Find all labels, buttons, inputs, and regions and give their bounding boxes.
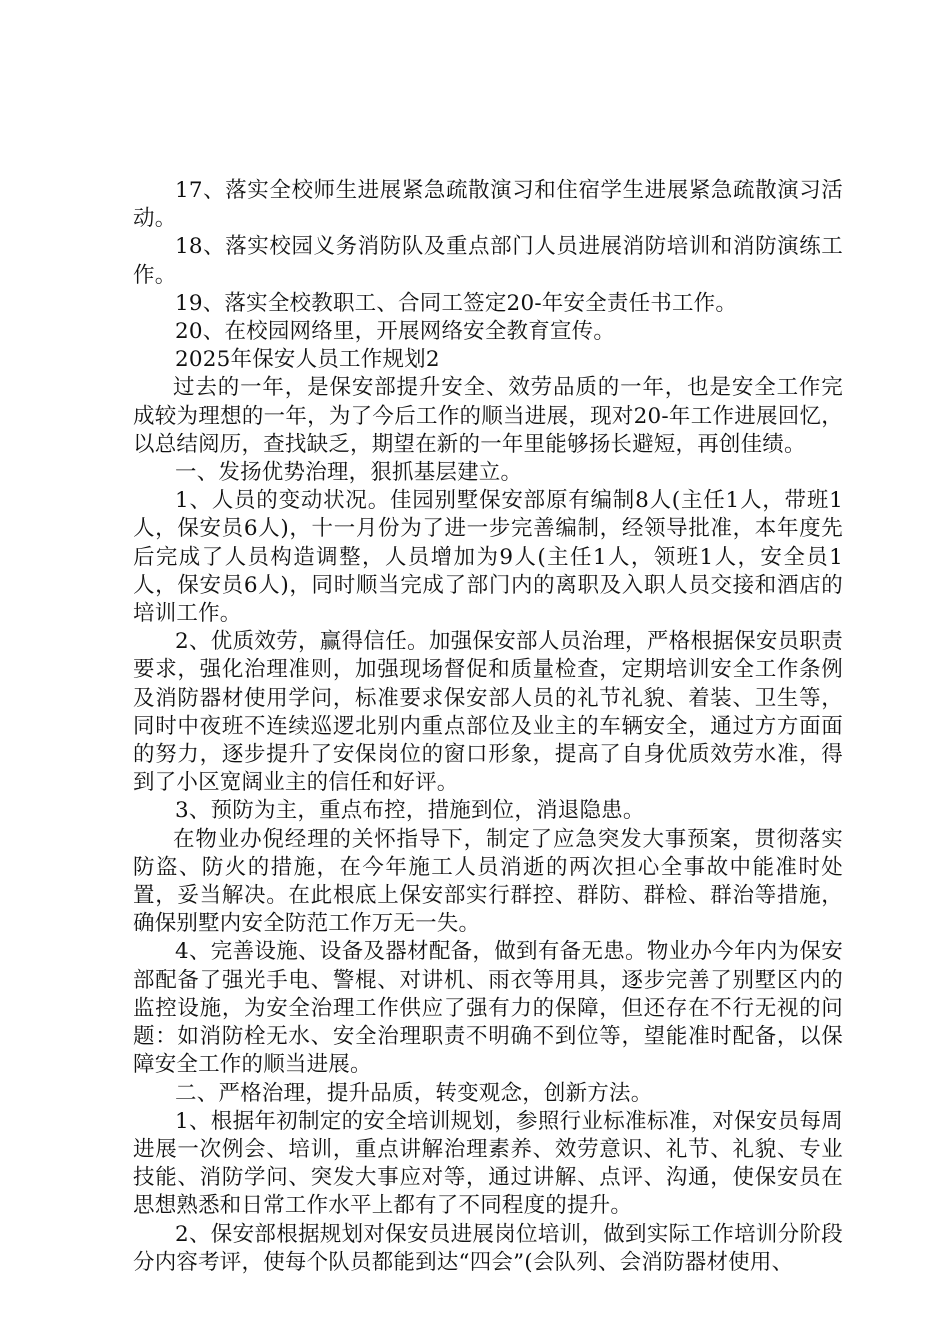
paragraph-prevention-heading: 3、预防为主，重点布控，措施到位，消退隐患。 — [175, 798, 645, 824]
paragraph-quality-service: 2、优质效劳，赢得信任。加强保安部人员治理，严格根据保安员职责要求，强化治理准则，加强现场督促和质量检查，定期培训安全工作条例及消防器材使用学问，标准要求保安部人员的礼节礼貌、着装、卫生等，同时中夜班不连续巡逻北别内重点部位及业主的车辆安全，通过方方面面的努力，逐步提升了安保岗位的窗口形象，提高了自身优质效劳水准，得到了小区宽阔业主的信任和好评。 — [133, 629, 843, 796]
paragraph-item-18: 18、落实校园义务消防队及重点部门人员进展消防培训和消防演练工作。 — [133, 234, 843, 288]
paragraph-item-19: 19、落实全校教职工、合同工签定20-年安全责任书工作。 — [175, 290, 738, 316]
subheading-one: 一、发扬优势治理，狠抓基层建立。 — [175, 460, 523, 486]
paragraph-equipment: 4、完善设施、设备及器材配备，做到有备无患。物业办今年内为保安部配备了强光手电、警棍、对讲机、雨衣等用具，逐步完善了别墅区内的监控设施，为安全治理工作供应了强有力的保障，但还存在不行无视的问题：如消防栓无水、安全治理职责不明确不到位等，望能准时配备，以保障安全工作的顺当进展。 — [133, 939, 843, 1078]
subheading-two: 二、严格治理，提升品质，转变观念，创新方法。 — [175, 1080, 653, 1106]
paragraph-staff-changes: 1、人员的变动状况。佳园别墅保安部原有编制8人(主任1人，带班1人，保安员6人)，十一月份为了进一步完善编制，经领导批准，本年度先后完成了人员构造调整，人员增加为9人(主任1人，领班1人，安全员1人，保安员6人)，同时顺当完成了部门内的离职及入职人员交接和酒店的培训工作。 — [133, 488, 843, 627]
paragraph-item-17: 17、落实全校师生进展紧急疏散演习和住宿学生进展紧急疏散演习活动。 — [133, 178, 843, 232]
paragraph-post-training: 2、保安部根据规划对保安员进展岗位培训，做到实际工作培训分阶段分内容考评，使每个队员都能到达“四会”(会队列、会消防器材使用、 — [133, 1221, 843, 1275]
section-heading: 2025年保安人员工作规划2 — [175, 347, 440, 373]
document-body — [133, 177, 843, 1277]
paragraph-item-20: 20、在校园网络里，开展网络安全教育宣传。 — [175, 319, 616, 345]
paragraph-intro: 过去的一年，是保安部提升安全、效劳品质的一年，也是安全工作完成较为理想的一年，为了今后工作的顺当进展，现对20-年工作进展回忆，以总结阅历，查找缺乏，期望在新的一年里能够扬长避短，再创佳绩。 — [133, 375, 843, 457]
paragraph-prevention-detail: 在物业办倪经理的关怀指导下，制定了应急突发大事预案，贯彻落实防盗、防火的措施，在今年施工人员消逝的两次担心全事故中能准时处置，妥当解决。在此根底上保安部实行群控、群防、群检、群治等措施，确保别墅内安全防范工作万无一失。 — [133, 826, 843, 937]
paragraph-training-plan: 1、根据年初制定的安全培训规划，参照行业标准标准，对保安员每周进展一次例会、培训，重点讲解治理素养、效劳意识、礼节、礼貌、专业技能、消防学问、突发大事应对等，通过讲解、点评、沟通，使保安员在思想熟悉和日常工作水平上都有了不同程度的提升。 — [133, 1108, 843, 1219]
